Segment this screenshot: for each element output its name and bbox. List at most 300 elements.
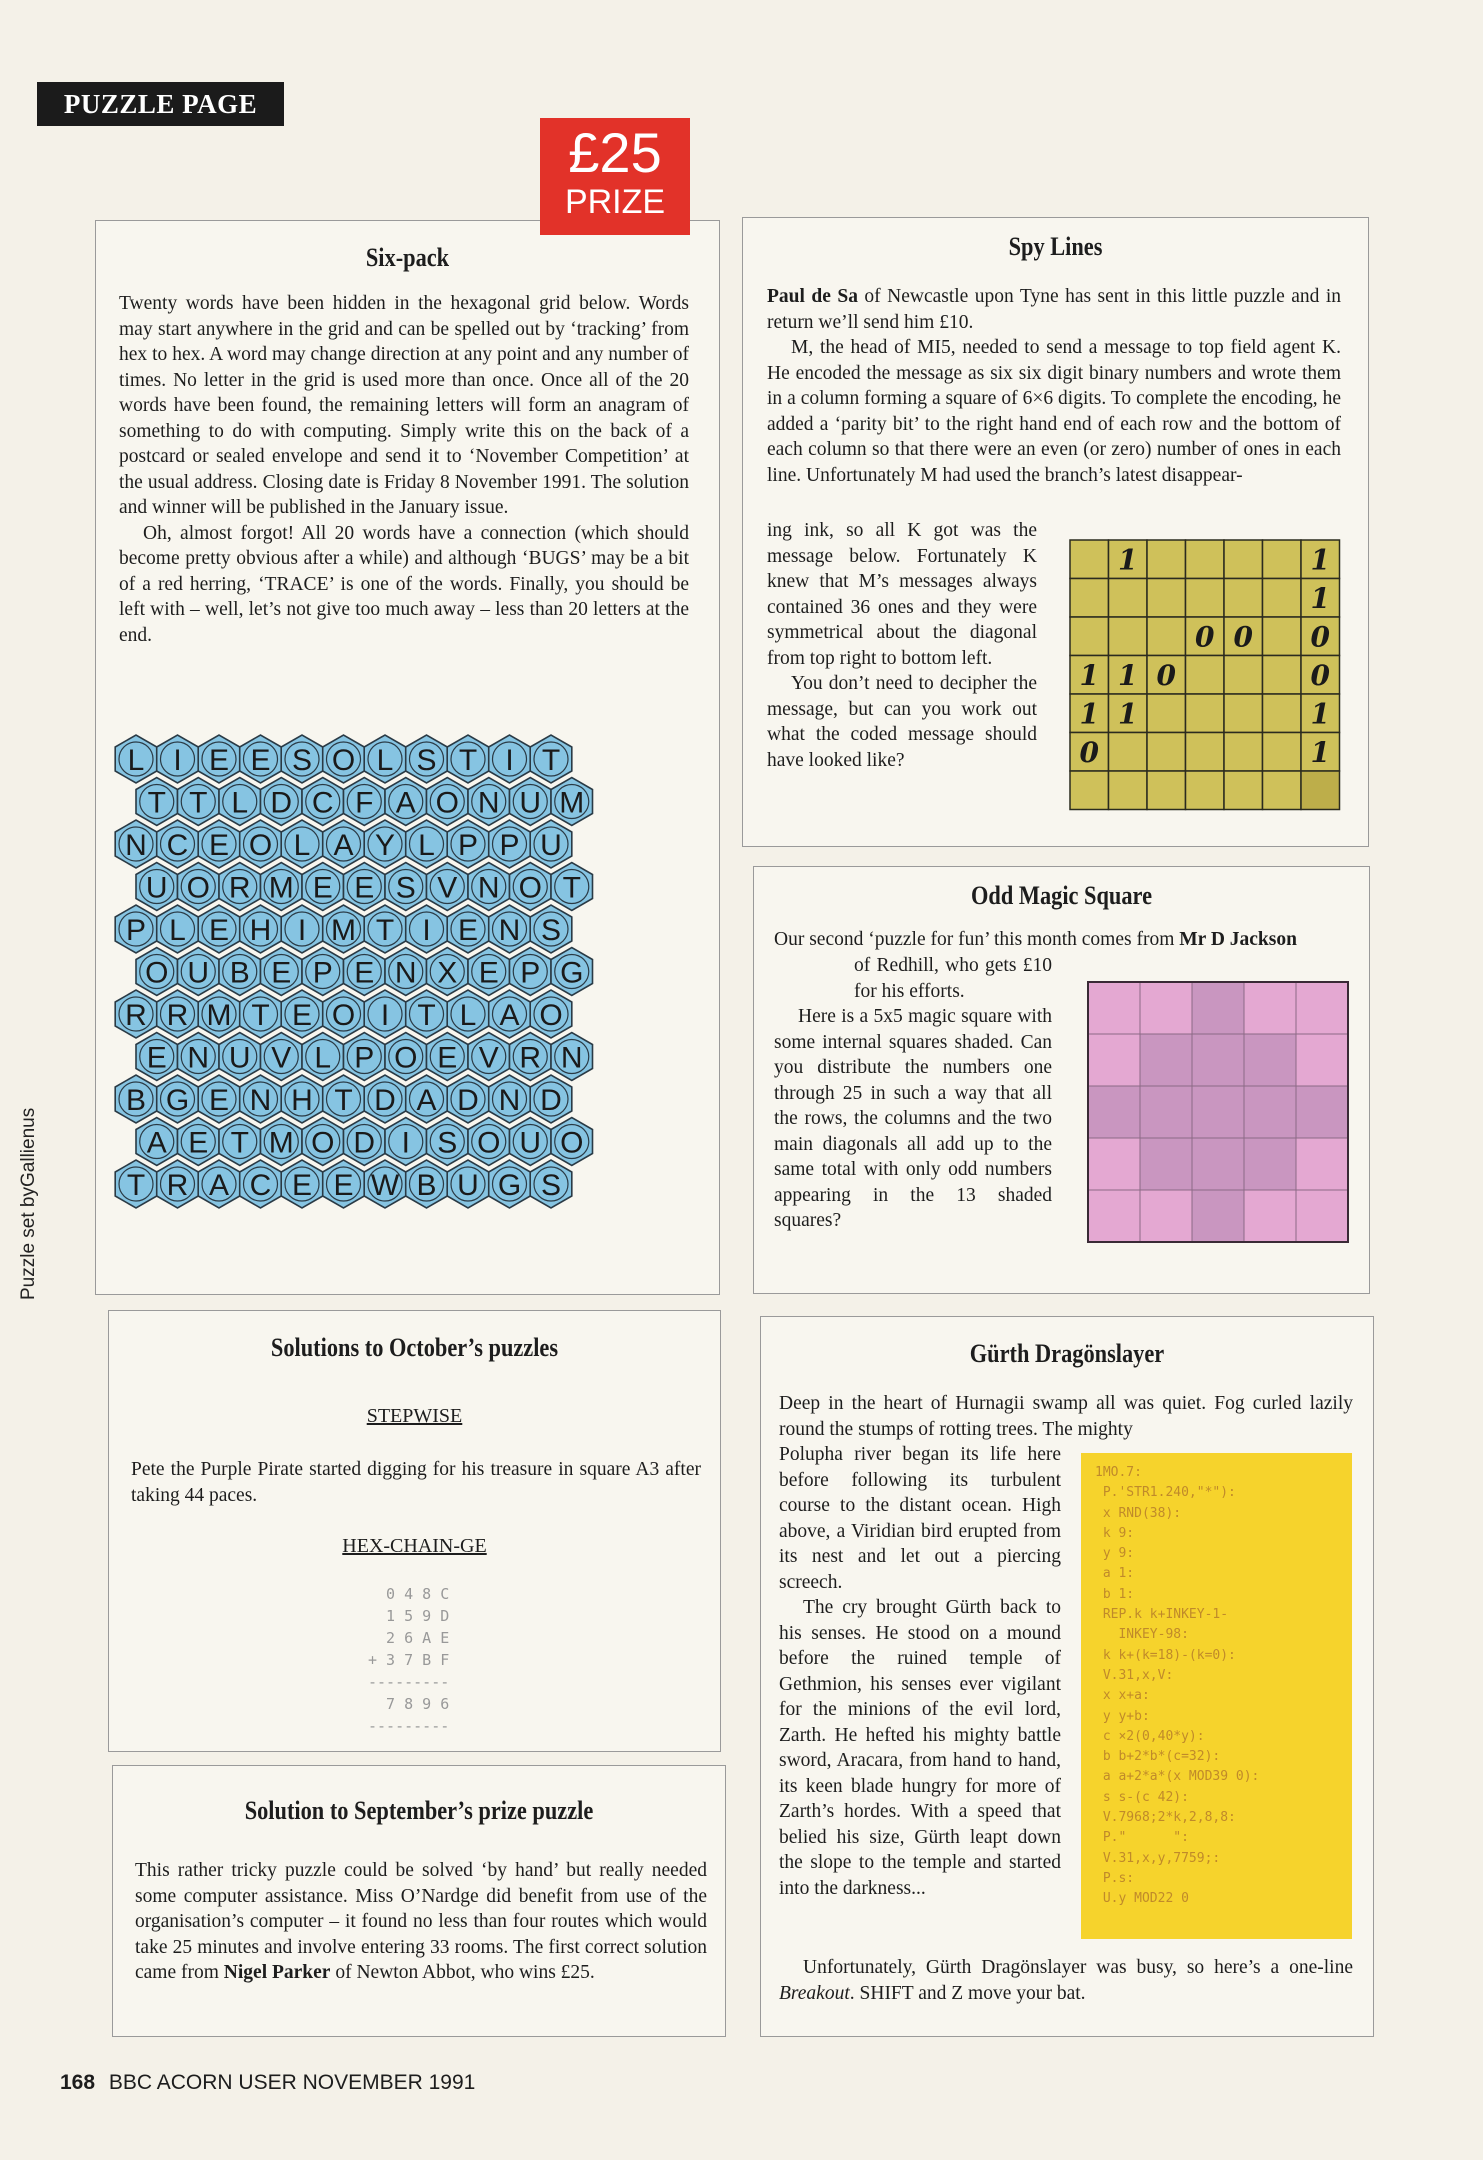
- hex-cell: [198, 1075, 240, 1123]
- hex-cell: [302, 948, 344, 996]
- svg-text:H: H: [291, 1084, 313, 1117]
- hex-cell: [240, 1075, 282, 1123]
- hex-cell: [219, 948, 261, 996]
- code-line: V.31,x,y,7759;:: [1095, 1850, 1221, 1866]
- svg-text:O: O: [331, 999, 356, 1032]
- svg-text:N: N: [394, 956, 417, 990]
- hex-cell: [344, 1118, 386, 1166]
- hex-cell: [261, 778, 303, 826]
- hex-cell: [302, 1118, 344, 1166]
- parity-cell: [1186, 579, 1225, 618]
- page-number: 168: [60, 2071, 96, 2094]
- hex-cell: [364, 905, 406, 953]
- code-line: P.s:: [1095, 1870, 1135, 1886]
- hex-cell: [551, 1118, 593, 1166]
- hex-cell: [530, 990, 572, 1038]
- hex-cell: [406, 1160, 448, 1208]
- parity-cell: [1147, 656, 1186, 695]
- hex-cell: [510, 948, 552, 996]
- code-line: b b+2*b*(c=32):: [1095, 1749, 1221, 1765]
- svg-text:B: B: [125, 1084, 147, 1117]
- magic-cell: [1192, 1138, 1244, 1190]
- parity-cell: [1070, 656, 1109, 695]
- svg-text:E: E: [208, 829, 230, 862]
- parity-cell: [1301, 771, 1340, 810]
- hex-cell: [385, 948, 427, 996]
- hex-cell: [261, 863, 303, 911]
- magic-cell: [1244, 1034, 1296, 1086]
- svg-text:A: A: [333, 829, 354, 862]
- hex-cell: [447, 1075, 489, 1123]
- code-line: b 1:: [1095, 1586, 1135, 1602]
- svg-text:I: I: [401, 1126, 410, 1160]
- hex-cell: [489, 990, 531, 1038]
- gurth-top: Deep in the heart of Hurnagii swamp all was quiet. Fog curled lazily round the stumps of rotting trees. The mighty: [779, 1393, 1353, 1440]
- hex-cell: [240, 735, 282, 783]
- hex-cell: [281, 905, 323, 953]
- svg-text:X: X: [437, 956, 458, 990]
- parity-cell: [1186, 617, 1225, 656]
- code-line: x x+a:: [1095, 1688, 1150, 1704]
- svg-text:O: O: [331, 744, 356, 777]
- hex-cell: [364, 820, 406, 868]
- hex-cell: [240, 1160, 282, 1208]
- hex-cell: [447, 905, 489, 953]
- puzzle-credit: Puzzle set byGallienus: [18, 1107, 39, 1300]
- hex-cell: [281, 735, 323, 783]
- gurth-game: Breakout: [779, 1982, 850, 2004]
- hex-cell: [530, 735, 572, 783]
- hex-cell: [530, 905, 572, 953]
- hex-cell: [427, 1118, 469, 1166]
- svg-text:E: E: [312, 871, 333, 905]
- parity-cell: [1224, 540, 1263, 579]
- svg-text:N: N: [477, 786, 500, 820]
- svg-text:1: 1: [1118, 697, 1138, 731]
- magic-cell: [1296, 1034, 1348, 1086]
- hex-cell: [489, 1160, 531, 1208]
- prize-badge: [540, 118, 690, 235]
- svg-text:U: U: [519, 786, 542, 820]
- svg-text:A: A: [208, 1169, 230, 1202]
- hex-cell: [198, 990, 240, 1038]
- code-line: s s-(c 42):: [1095, 1789, 1189, 1805]
- magic-cell: [1088, 1034, 1140, 1086]
- hex-grid: [108, 731, 708, 1231]
- svg-text:A: A: [146, 1126, 167, 1160]
- parity-cell: [1224, 579, 1263, 618]
- hex-cell: [115, 1160, 157, 1208]
- breakout-listing: [1081, 1453, 1352, 1939]
- hex-cell: [323, 1160, 365, 1208]
- hex-cell: [261, 1033, 303, 1081]
- code-line: k k+(k=18)-(k=0):: [1095, 1647, 1236, 1663]
- magic-cell: [1244, 982, 1296, 1034]
- svg-text:M: M: [268, 871, 294, 905]
- sixpack-para-2: Oh, almost forgot! All 20 words have a connection (which should become pretty obvious after a while) and although ‘BUGS’ may be a bit of a red herring, ‘TRACE’ is one of the words. Finally, you should be left with – well, let’s not give too much away – less than 20 letters at the end.: [119, 522, 689, 646]
- hex-cell: [302, 778, 344, 826]
- hex-cell: [364, 735, 406, 783]
- hex-cell: [261, 948, 303, 996]
- code-line: a 1:: [1095, 1566, 1135, 1582]
- svg-text:1: 1: [1079, 659, 1099, 693]
- parity-cell: [1147, 694, 1186, 733]
- gurth-para-3-a: Unfortunately, Gürth Dragönslayer was busy, so here’s a one-line: [803, 1957, 1353, 1978]
- svg-text:S: S: [291, 744, 313, 777]
- hex-cell: [323, 1075, 365, 1123]
- svg-text:N: N: [560, 1041, 583, 1075]
- hex-cell: [427, 778, 469, 826]
- hex-cell: [530, 820, 572, 868]
- magic-cell: [1088, 1086, 1140, 1138]
- hex-cell: [219, 1033, 261, 1081]
- svg-text:O: O: [477, 1126, 501, 1160]
- svg-text:1: 1: [1310, 543, 1330, 577]
- hex-cell: [157, 820, 199, 868]
- svg-text:E: E: [208, 914, 230, 947]
- hex-cell: [178, 863, 220, 911]
- svg-text:O: O: [539, 999, 563, 1032]
- svg-text:T: T: [230, 1126, 249, 1160]
- parity-cell: [1263, 579, 1302, 618]
- svg-text:I: I: [422, 914, 431, 947]
- hex-sum-line: 7 8 9 6: [368, 1695, 450, 1713]
- hex-cell: [323, 905, 365, 953]
- parity-grid: [1069, 539, 1349, 819]
- svg-text:N: N: [498, 914, 521, 947]
- svg-text:O: O: [518, 871, 542, 905]
- hex-cell: [510, 1033, 552, 1081]
- hex-cell: [281, 1160, 323, 1208]
- svg-text:D: D: [353, 1126, 376, 1160]
- hex-cell: [115, 905, 157, 953]
- stepwise-text: Pete the Purple Pirate started digging for his treasure in square A3 after taking 44 paces.: [131, 1459, 701, 1506]
- svg-text:S: S: [416, 744, 437, 777]
- hex-cell: [364, 990, 406, 1038]
- stepwise-heading: STEPWISE: [366, 1405, 463, 1427]
- svg-text:V: V: [478, 1041, 499, 1075]
- september-end: of Newton Abbot, who wins £25.: [330, 1962, 595, 1983]
- svg-text:E: E: [291, 999, 313, 1032]
- hex-cell: [136, 863, 178, 911]
- svg-text:S: S: [395, 871, 416, 905]
- svg-text:E: E: [250, 744, 271, 777]
- hex-cell: [178, 1033, 220, 1081]
- svg-text:T: T: [417, 999, 436, 1032]
- parity-cell: [1070, 617, 1109, 656]
- hex-sum-line: 2 6 A E: [368, 1629, 450, 1647]
- hex-sum-line: 1 5 9 D: [368, 1607, 450, 1625]
- parity-cell: [1301, 579, 1340, 618]
- hex-cell: [447, 990, 489, 1038]
- sixpack-para-1: Twenty words have been hidden in the hexagonal grid below. Words may start anywhere in the grid and can be spelled out by ‘tracking’ from hex to hex. A word may change direction at any point and any number of times. No letter in the grid is used more than once. Once all of the 20 words have been found, the remaining letters will form an anagram of something to do with computing. Simply write this on the back of a postcard or sealed envelope and send it to ‘November Competition’ at the usual address. Closing date is Friday 8 November 1991. The solution and winner will be published in the January issue.: [119, 293, 689, 518]
- code-line: INKEY-98:: [1095, 1627, 1189, 1643]
- svg-text:V: V: [437, 871, 458, 905]
- svg-text:U: U: [457, 1169, 479, 1202]
- parity-cell: [1186, 540, 1225, 579]
- sixpack-body: [119, 291, 689, 648]
- svg-text:L: L: [127, 744, 145, 777]
- svg-text:T: T: [562, 871, 581, 905]
- hex-cell: [281, 990, 323, 1038]
- hex-cell: [240, 820, 282, 868]
- hex-cell: [344, 948, 386, 996]
- svg-text:N: N: [125, 829, 147, 862]
- parity-cell: [1263, 694, 1302, 733]
- hex-cell: [198, 905, 240, 953]
- hex-cell: [427, 1033, 469, 1081]
- svg-text:I: I: [505, 744, 514, 777]
- spy-lines-panel: [742, 217, 1369, 847]
- magic-cell: [1140, 1034, 1192, 1086]
- code-line: P.'STR1.240,"*"):: [1095, 1485, 1236, 1501]
- hex-cell: [551, 863, 593, 911]
- hex-cell: [551, 778, 593, 826]
- hex-cell: [281, 1075, 323, 1123]
- hex-cell: [468, 1118, 510, 1166]
- svg-text:E: E: [208, 744, 230, 777]
- svg-text:0: 0: [1079, 736, 1099, 770]
- svg-text:P: P: [499, 829, 520, 862]
- hex-cell: [385, 1033, 427, 1081]
- magic-cell: [1296, 982, 1348, 1034]
- parity-cell: [1109, 579, 1148, 618]
- code-line: a a+2*a*(x MOD39 0):: [1095, 1769, 1260, 1785]
- parity-cell: [1186, 733, 1225, 772]
- svg-text:D: D: [540, 1084, 562, 1117]
- hex-cell: [240, 990, 282, 1038]
- hex-cell: [157, 1075, 199, 1123]
- prize-label: PRIZE: [564, 183, 666, 221]
- code-line: REP.k k+INKEY-1-: [1095, 1607, 1229, 1623]
- magic-cell: [1296, 1190, 1348, 1242]
- parity-cell: [1070, 694, 1109, 733]
- odd-magic-col: [774, 953, 1052, 1234]
- hex-cell: [364, 1160, 406, 1208]
- hex-cell: [261, 1118, 303, 1166]
- spy-intro: of Newcastle upon Tyne has sent in this little puzzle and in return we’ll send him £10.: [767, 286, 1341, 333]
- hex-cell: [530, 1160, 572, 1208]
- svg-text:Y: Y: [374, 829, 396, 862]
- svg-text:I: I: [380, 999, 390, 1032]
- svg-text:L: L: [314, 1041, 332, 1075]
- hex-cell: [427, 948, 469, 996]
- svg-text:A: A: [499, 999, 520, 1032]
- svg-text:N: N: [477, 871, 500, 905]
- svg-text:T: T: [458, 744, 478, 777]
- hex-cell: [157, 905, 199, 953]
- svg-text:P: P: [312, 956, 333, 990]
- parity-cell: [1109, 656, 1148, 695]
- gurth-para-2: The cry brought Gürth back to his senses. He stood on a mound before the ruined temple of Gethmion, his senses ever vigilant for the minions of the evil lord, Zarth. He hefted his mighty battle sword, Aracara, from hand to hand, its keen blade hungry for more of Zarth’s hordes. With a speed that belied his size, Gürth leapt down the slope to the temple and started into the darkness...: [779, 1597, 1061, 1899]
- svg-text:U: U: [228, 1041, 251, 1075]
- magic-cell: [1088, 982, 1140, 1034]
- svg-text:O: O: [311, 1126, 335, 1160]
- parity-cell: [1263, 617, 1302, 656]
- parity-cell: [1301, 656, 1340, 695]
- magic-cell: [1140, 1138, 1192, 1190]
- hex-cell: [489, 1075, 531, 1123]
- hex-cell: [468, 863, 510, 911]
- svg-text:E: E: [271, 956, 292, 990]
- svg-text:G: G: [560, 956, 584, 990]
- code-line: k 9:: [1095, 1525, 1135, 1541]
- odd-intro-name: Mr D Jackson: [1179, 929, 1297, 950]
- hex-cell: [115, 1075, 157, 1123]
- parity-cell: [1147, 617, 1186, 656]
- hex-sum-line: 0 4 8 C: [368, 1585, 450, 1603]
- hex-sum-line: ---------: [368, 1673, 450, 1691]
- hex-cell: [510, 1118, 552, 1166]
- parity-cell: [1263, 771, 1302, 810]
- code-line: y y+b:: [1095, 1708, 1150, 1724]
- hex-cell: [489, 905, 531, 953]
- parity-cell: [1301, 540, 1340, 579]
- parity-cell: [1301, 617, 1340, 656]
- september-solution-panel: [112, 1765, 726, 2037]
- svg-text:G: G: [497, 1169, 522, 1202]
- svg-text:S: S: [437, 1126, 458, 1160]
- spy-lines-title: Spy Lines: [1008, 232, 1103, 261]
- parity-cell: [1109, 540, 1148, 579]
- svg-text:O: O: [560, 1126, 584, 1160]
- hex-sum-line: ---------: [368, 1717, 450, 1735]
- svg-text:E: E: [291, 1169, 313, 1202]
- svg-text:E: E: [354, 956, 375, 990]
- hex-cell: [427, 863, 469, 911]
- svg-text:U: U: [187, 956, 210, 990]
- page-footer: [60, 2071, 475, 2095]
- svg-text:E: E: [354, 871, 375, 905]
- svg-text:E: E: [457, 914, 479, 947]
- svg-text:U: U: [145, 871, 168, 905]
- svg-text:I: I: [297, 914, 307, 947]
- hex-cell: [198, 820, 240, 868]
- parity-cell: [1109, 617, 1148, 656]
- hex-cell: [157, 735, 199, 783]
- magic-cell: [1192, 1034, 1244, 1086]
- september-text: [135, 1858, 707, 1986]
- september-winner: Nigel Parker: [223, 1962, 331, 1983]
- hex-sum: [368, 1583, 449, 1737]
- svg-text:0: 0: [1233, 620, 1253, 654]
- svg-text:R: R: [166, 1169, 189, 1202]
- svg-text:S: S: [540, 1169, 562, 1202]
- svg-text:M: M: [268, 1126, 294, 1160]
- magic-cell: [1244, 1086, 1296, 1138]
- svg-text:P: P: [125, 914, 147, 947]
- hex-cell: [344, 778, 386, 826]
- hex-cell: [302, 863, 344, 911]
- parity-cell: [1147, 579, 1186, 618]
- svg-text:G: G: [165, 1084, 190, 1117]
- code-line: V.7968;2*k,2,8,8:: [1095, 1810, 1236, 1826]
- svg-text:M: M: [559, 786, 585, 820]
- svg-text:E: E: [478, 956, 499, 990]
- parity-cell: [1224, 733, 1263, 772]
- hex-cell: [136, 948, 178, 996]
- hex-cell: [551, 948, 593, 996]
- hex-cell: [530, 1075, 572, 1123]
- svg-text:E: E: [208, 1084, 230, 1117]
- svg-text:S: S: [540, 914, 562, 947]
- svg-text:N: N: [249, 1084, 272, 1117]
- odd-para-2: Here is a 5x5 magic square with some internal squares shaded. Can you distribute the numbers one through 25 in such a way that all the rows, the columns and the two main diagonals all add up to the same total with only odd numbers appearing in the 13 shaded squares?: [774, 1006, 1052, 1231]
- svg-text:O: O: [394, 1041, 418, 1075]
- hex-cell: [406, 1075, 448, 1123]
- svg-text:B: B: [416, 1169, 437, 1202]
- hex-cell: [219, 1118, 261, 1166]
- hex-cell: [219, 863, 261, 911]
- parity-cell: [1070, 733, 1109, 772]
- parity-cell: [1147, 733, 1186, 772]
- parity-cell: [1070, 579, 1109, 618]
- hex-cell: [510, 863, 552, 911]
- svg-text:M: M: [331, 914, 356, 947]
- odd-magic-title: Odd Magic Square: [971, 881, 1152, 910]
- magic-cell: [1244, 1138, 1296, 1190]
- svg-text:O: O: [248, 829, 273, 862]
- odd-intro-a: Our second ‘puzzle for fun’ this month comes from: [774, 929, 1180, 950]
- gurth-title: Gürth Dragönslayer: [969, 1339, 1165, 1368]
- hex-cell: [198, 735, 240, 783]
- hex-cell: [323, 820, 365, 868]
- svg-text:U: U: [519, 1126, 542, 1160]
- svg-text:L: L: [293, 829, 311, 862]
- spy-lines-body: [767, 284, 1341, 488]
- magic-cell: [1192, 1086, 1244, 1138]
- hex-cell: [178, 778, 220, 826]
- hex-cell: [136, 1118, 178, 1166]
- september-title: Solution to September’s prize puzzle: [244, 1796, 594, 1825]
- hex-cell: [240, 905, 282, 953]
- parity-cell: [1186, 656, 1225, 695]
- svg-text:C: C: [249, 1169, 272, 1202]
- hex-cell: [219, 778, 261, 826]
- svg-text:1: 1: [1118, 543, 1138, 577]
- spy-para-2: M, the head of MI5, needed to send a message to top field agent K. He encoded the message as six six digit binary numbers and wrote them in a column forming a square of 6×6 digits. To complete the encoding, he added a ‘parity bit’ to the right hand end of each row and the bottom of each column so that there were an even (or zero) number of ones in each line. Unfortunately M had used the branch’s latest disappear-: [767, 337, 1341, 486]
- hex-cell: [157, 1160, 199, 1208]
- hex-cell: [136, 1033, 178, 1081]
- svg-text:0: 0: [1156, 659, 1176, 693]
- svg-text:R: R: [228, 871, 251, 905]
- hex-cell: [323, 990, 365, 1038]
- sixpack-panel: [95, 220, 720, 1295]
- parity-cell: [1263, 733, 1302, 772]
- hex-cell: [115, 990, 157, 1038]
- hex-cell: [344, 863, 386, 911]
- parity-cell: [1263, 540, 1302, 579]
- code-line: y 9:: [1095, 1546, 1135, 1562]
- svg-text:H: H: [249, 914, 272, 947]
- parity-cell: [1301, 694, 1340, 733]
- odd-magic-panel: [753, 866, 1370, 1294]
- svg-text:B: B: [229, 956, 250, 990]
- svg-text:A: A: [416, 1084, 437, 1117]
- svg-text:P: P: [354, 1041, 375, 1075]
- october-title: Solutions to October’s puzzles: [270, 1333, 559, 1362]
- svg-text:T: T: [189, 786, 208, 820]
- svg-text:T: T: [375, 914, 395, 947]
- svg-text:O: O: [186, 871, 210, 905]
- svg-text:O: O: [145, 956, 169, 990]
- hex-cell: [136, 778, 178, 826]
- parity-cell: [1224, 771, 1263, 810]
- svg-text:M: M: [206, 999, 232, 1032]
- magic-cell: [1088, 1190, 1140, 1242]
- code-line: x RND(38):: [1095, 1505, 1182, 1521]
- code-line: P." ":: [1095, 1830, 1189, 1846]
